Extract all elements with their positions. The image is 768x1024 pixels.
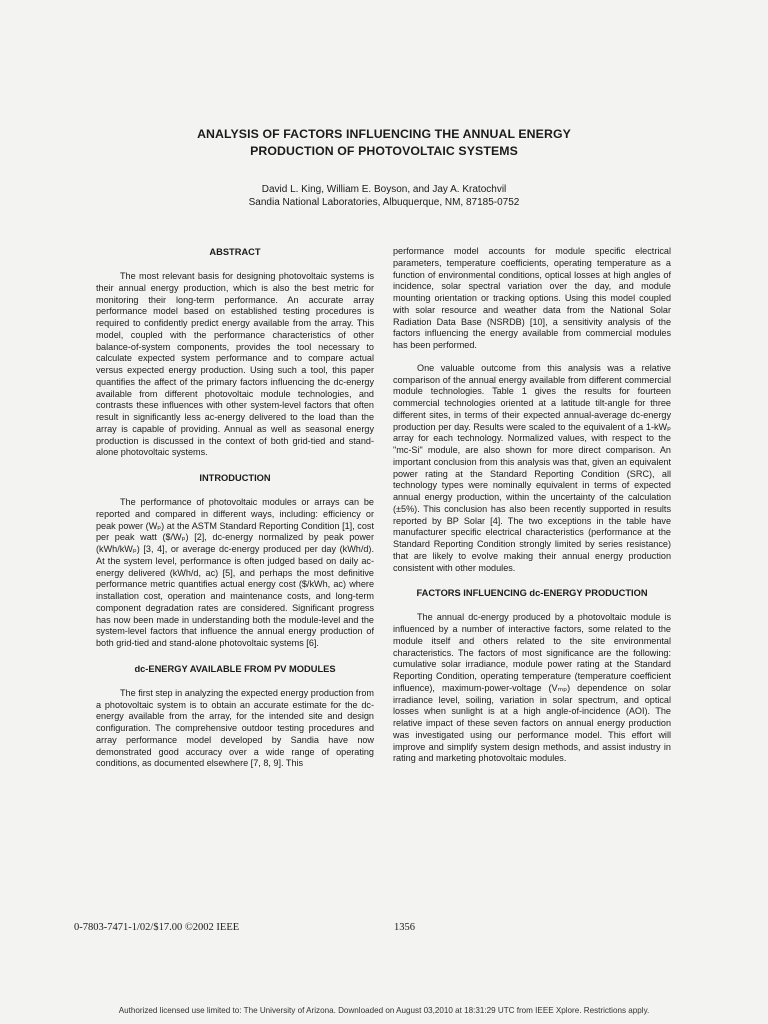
copyright-footer: 0-7803-7471-1/02/$17.00 ©2002 IEEE [74,922,240,933]
author-block [150,183,618,209]
affiliation: Sandia National Laboratories, Albuquerque, NM, 87185-0752 [248,197,520,208]
factors-text: The annual dc-energy produced by a photovoltaic module is influenced by a number of interactive factors, some related to the module itself and others related to the site environmental characteristics. The factors of most significance are the following: cumulative solar irradiance, module power rating at the Standard Reporting Condition, operating temperature (temperature coefficient influence), maximum-power-voltage (Vₘₚ) dependence on solar irradiance level, soiling, variation in solar spectrum, and optical losses when sunlight is at a high angle-of-incidence (AOI). The relative impact of these seven factors on annual energy production was investigated using our performance model. This effort will improve and simplify system design methods, and assist industry in rating and marketing photovoltaic modules. [393,612,671,764]
dc-energy-text: The first step in analyzing the expected energy production from a photovoltaic system is to obtain an accurate estimate for the dc-energy available from the array, for the intended site and design configuration. The comprehensive outdoor testing procedures and array performance model developed by Sandia have now demonstrated good accuracy over a wide range of operating conditions, as documented elsewhere [7, 8, 9]. This [96,687,374,769]
left-column [96,246,374,770]
paper-title [150,126,618,160]
performance-model-paragraph: performance model accounts for module specific electrical parameters, temperature coefficients, operating temperature as a function of environmental conditions, optical losses at high angles of incidence, solar spectral variation over the day, and module mounting orientation or tracking options. Using this model coupled with solar resource and weather data from the National Solar Radiation Data Base (NSRDB) [10], a sensitivity analysis of the factors influencing the energy available from commercial modules has been performed. [393,246,671,350]
introduction-heading: INTRODUCTION [199,473,271,483]
page-number: 1356 [394,922,415,933]
author-names: David L. King, William E. Boyson, and Jay A. Kratochvil [261,184,507,195]
factors-heading: FACTORS INFLUENCING dc-ENERGY PRODUCTION [416,588,648,599]
abstract-heading: ABSTRACT [209,247,261,257]
dc-energy-heading: dc-ENERGY AVAILABLE FROM PV MODULES [134,663,336,674]
right-column [393,246,671,765]
introduction-text: The performance of photovoltaic modules or arrays can be reported and compared in different ways, including: efficiency or peak power (Wₚ) at the ASTM Standard Reporting Condition [1], cost per peak watt ($/Wₚ) [2], dc-energy normalized by peak power (kWh/kWₚ) [3, 4], or average dc-energy produced per day (kWh/d). At the system level, performance is often judged based on daily ac-energy delivered (kWh/d, ac) [5], and perhaps the most definitive performance metric quantifies actual energy cost ($/kWh, ac) where installation cost, operation and maintenance costs, and long-term component degradation rates are considered. Significant progress has now been made in understanding both the module-level and the system-level factors that influence the annual energy production of both grid-tied and stand-alone photovoltaic systems [6]. [96,497,374,648]
license-notice: Authorized licensed use limited to: The University of Arizona. Downloaded on August 03,2010 at 18:31:29 UTC from IEEE Xplore. Restrictions apply. [118,1006,650,1015]
title-line-2: PRODUCTION OF PHOTOVOLTAIC SYSTEMS [250,144,518,158]
abstract-text: The most relevant basis for designing photovoltaic systems is their annual energy production, which is also the best metric for monitoring their long-term performance. An accurate array performance model based on established testing procedures is required to confidently predict energy available from the array. This model, coupled with the performance characteristics of other balance-of-system components, provides the tool necessary to calculate expected system performance and to compare actual versus expected energy production. Using such a tool, this paper quantifies the affect of the primary factors influencing the dc-energy available from different photovoltaic module technologies, and contrasts these influences with other system-level factors that often result in significantly less ac-energy delivered to the load than the array is capable of providing. Annual as well as seasonal energy production is discussed in the context of both grid-tied and stand-alone photovoltaic systems. [96,271,374,458]
comparison-paragraph: One valuable outcome from this analysis was a relative comparison of the annual energy available from different commercial module technologies. Table 1 gives the results for fourteen commercial technologies oriented at a latitude tilt-angle for three different sites, in terms of their expected annual-average dc-energy production per day. Results were scaled to the equivalent of a 1-kWₚ array for each technology. Normalized values, with respect to the "mc-Si" module, are also shown for more direct comparison. An important conclusion from this analysis was that, given an equivalent power rating at the Standard Reporting Condition (SRC), all technology types were nominally equivalent in terms of expected annual energy production, within the uncertainty of the calculation (±5%). This conclusion has also been recently supported in results reported by BP Solar [4]. The two exceptions in the table have manufacturer specific electrical characteristics (performance at the Standard Reporting Condition strongly limited by series resistance) that are likely to evolve making their annual energy production consistent with other modules. [393,362,671,573]
title-line-1: ANALYSIS OF FACTORS INFLUENCING THE ANNUAL ENERGY [197,127,571,141]
